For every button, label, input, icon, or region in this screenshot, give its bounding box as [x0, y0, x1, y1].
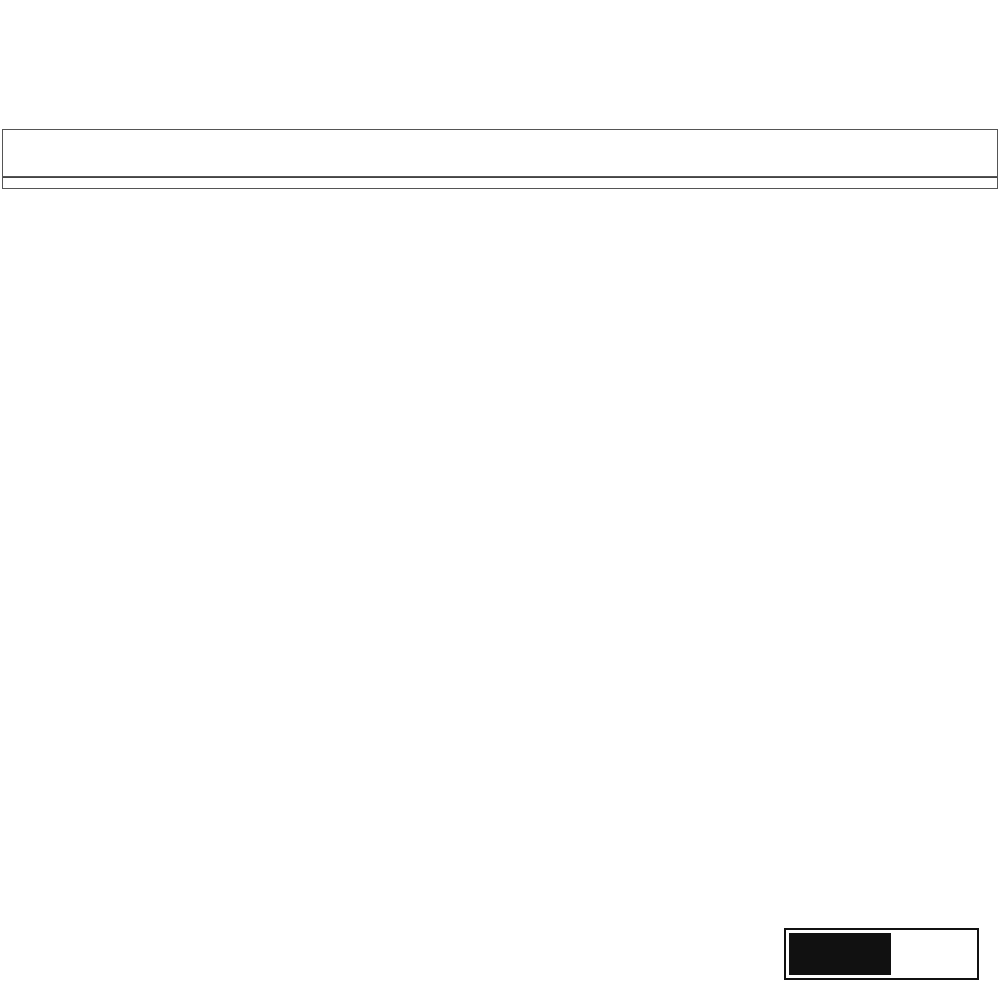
chart-title	[3, 130, 997, 177]
brand-logo	[784, 928, 979, 980]
product-notes	[3, 177, 997, 188]
logo-miss	[789, 933, 891, 975]
size-chart	[2, 129, 998, 189]
logo-vie	[891, 930, 977, 978]
